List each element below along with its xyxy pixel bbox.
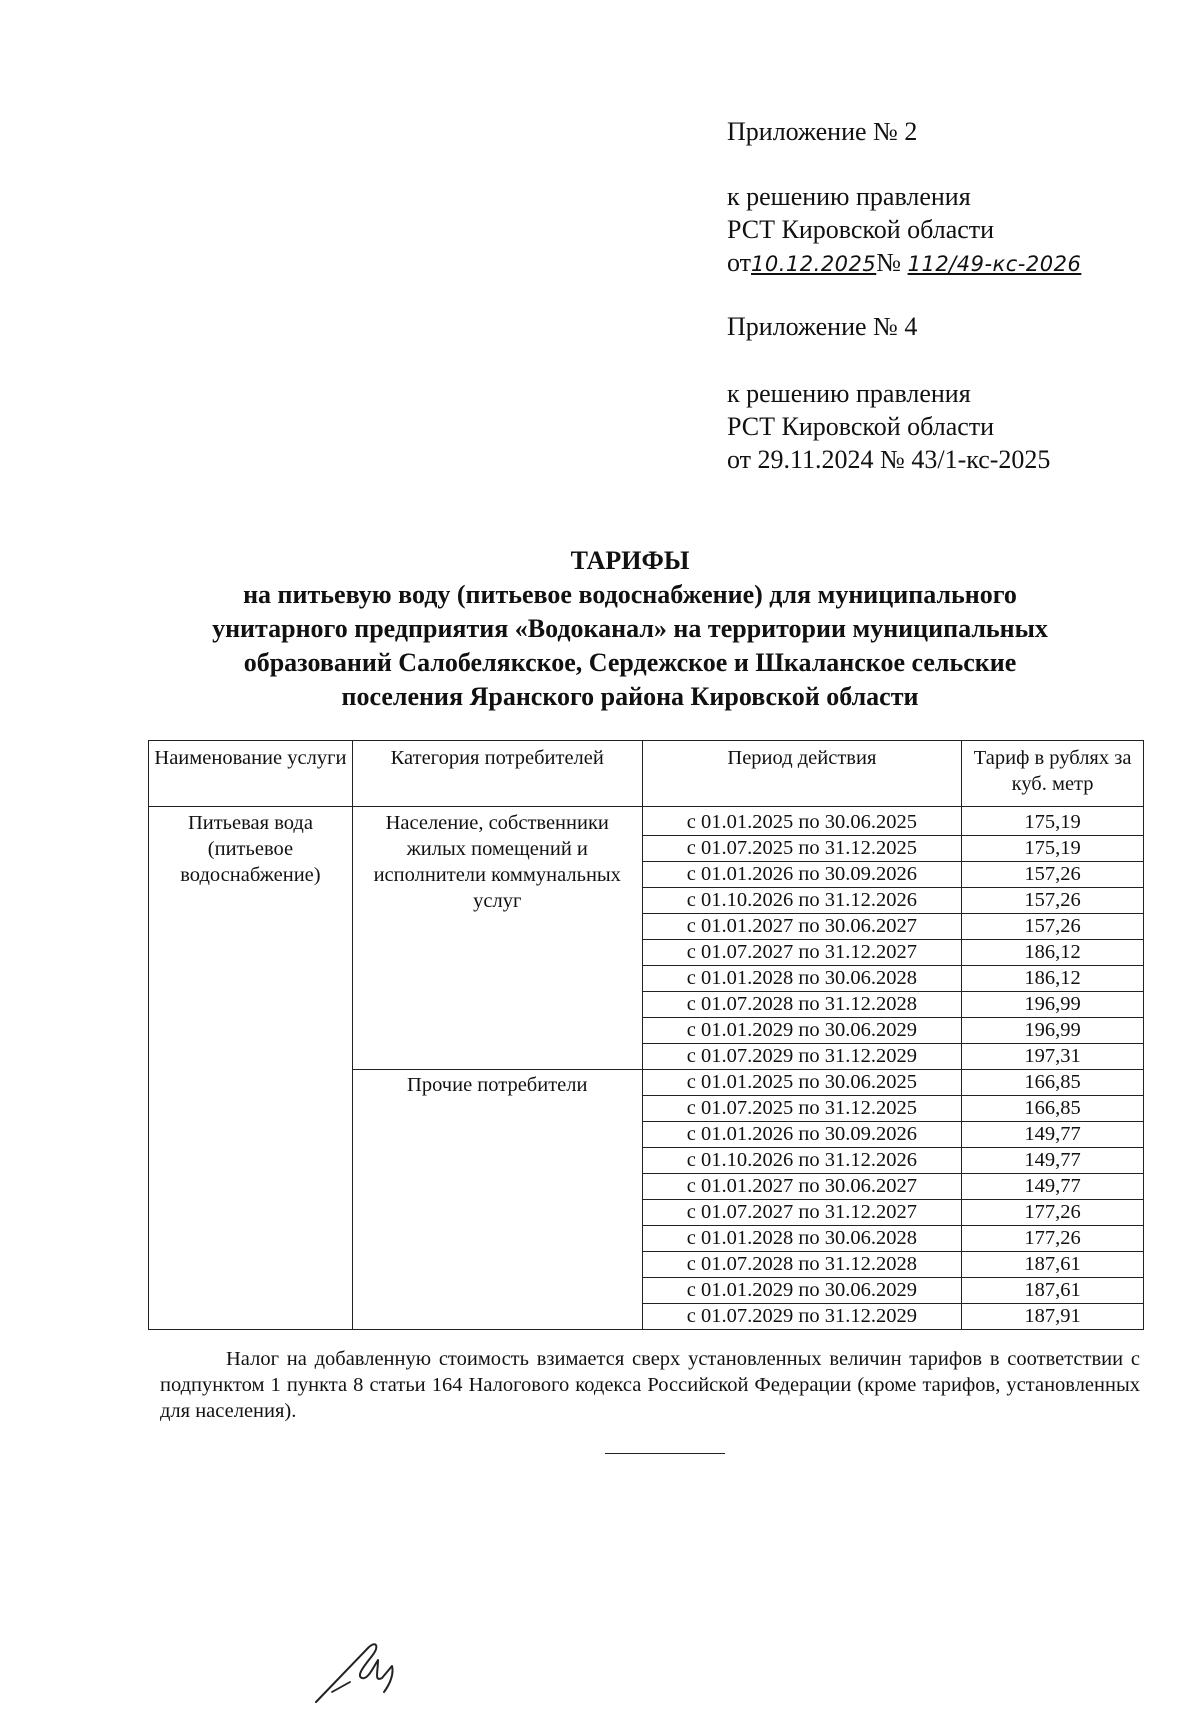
appendix-original-basis-line3: от 29.11.2024 № 43/1-кс-2025 — [727, 445, 1051, 474]
tariff-cell: 186,12 — [962, 940, 1144, 966]
header-service: Наименование услуги — [149, 741, 353, 807]
tariff-cell: 186,12 — [962, 966, 1144, 992]
period-cell: с 01.01.2028 по 30.06.2028 — [642, 1226, 962, 1252]
title-line-3: образований Салобелякское, Сердежское и Шкаланское сельские — [243, 648, 1017, 677]
header-period: Период действия — [642, 741, 962, 807]
appendix-current — [727, 115, 917, 148]
tariff-cell: 157,26 — [962, 862, 1144, 888]
tariff-cell: 157,26 — [962, 888, 1144, 914]
category-cell: Прочие потребители — [352, 1070, 642, 1330]
period-cell: с 01.01.2029 по 30.06.2029 — [642, 1018, 962, 1044]
tariff-cell: 187,61 — [962, 1252, 1144, 1278]
period-cell: с 01.07.2027 по 31.12.2027 — [642, 1200, 962, 1226]
tariff-cell: 187,91 — [962, 1304, 1144, 1330]
period-cell: с 01.01.2027 по 30.06.2027 — [642, 1174, 962, 1200]
service-cell: Питьевая вода (питьевое водоснабжение) — [149, 807, 353, 1330]
document-title — [130, 544, 1130, 714]
tariff-cell: 166,85 — [962, 1070, 1144, 1096]
tariff-cell: 177,26 — [962, 1226, 1144, 1252]
appendix-original-basis — [727, 377, 1050, 476]
period-cell: с 01.01.2026 по 30.09.2026 — [642, 862, 962, 888]
tariff-cell: 149,77 — [962, 1174, 1144, 1200]
appendix-original-title: Приложение № 4 — [727, 312, 918, 341]
end-divider — [605, 1453, 725, 1454]
tariff-cell: 196,99 — [962, 992, 1144, 1018]
tariff-cell: 196,99 — [962, 1018, 1144, 1044]
appendix-current-basis — [727, 180, 1081, 281]
tariff-cell: 157,26 — [962, 914, 1144, 940]
period-cell: с 01.01.2027 по 30.06.2027 — [642, 914, 962, 940]
table-header-row — [149, 741, 1144, 807]
appendix-current-title: Приложение № 2 — [727, 117, 918, 146]
table-body — [149, 807, 1144, 1330]
period-cell: с 01.10.2026 по 31.12.2026 — [642, 1148, 962, 1174]
period-cell: с 01.07.2029 по 31.12.2029 — [642, 1304, 962, 1330]
table-row — [149, 807, 1144, 836]
appendix-original-basis-line2: РСТ Кировской области — [727, 412, 995, 441]
period-cell: с 01.01.2028 по 30.06.2028 — [642, 966, 962, 992]
header-category: Категория потребителей — [352, 741, 642, 807]
number-label: № — [876, 248, 902, 277]
tariff-cell: 166,85 — [962, 1096, 1144, 1122]
period-cell: с 01.07.2025 по 31.12.2025 — [642, 836, 962, 862]
period-cell: с 01.07.2029 по 31.12.2029 — [642, 1044, 962, 1070]
tariff-cell: 149,77 — [962, 1148, 1144, 1174]
period-cell: с 01.01.2026 по 30.09.2026 — [642, 1122, 962, 1148]
title-line-1: на питьевую воду (питьевое водоснабжение) для муниципального — [243, 580, 1017, 609]
tariff-cell: 175,19 — [962, 807, 1144, 836]
period-cell: с 01.10.2026 по 31.12.2026 — [642, 888, 962, 914]
appendix-current-basis-line2: РСТ Кировской области — [727, 215, 995, 244]
handwritten-date: 10.12.2025 — [751, 252, 877, 276]
period-cell: с 01.07.2028 по 31.12.2028 — [642, 992, 962, 1018]
period-cell: с 01.07.2027 по 31.12.2027 — [642, 940, 962, 966]
tariff-cell: 197,31 — [962, 1044, 1144, 1070]
title-line-2: унитарного предприятия «Водоканал» на территории муниципальных — [212, 614, 1048, 643]
title-heading: ТАРИФЫ — [570, 546, 690, 575]
header-tariff: Тариф в рублях за куб. метр — [962, 741, 1144, 807]
appendix-current-date-line — [727, 246, 1081, 281]
period-cell: с 01.07.2028 по 31.12.2028 — [642, 1252, 962, 1278]
tariff-cell: 177,26 — [962, 1200, 1144, 1226]
appendix-original-basis-line1: к решению правления — [727, 379, 971, 408]
period-cell: с 01.01.2029 по 30.06.2029 — [642, 1278, 962, 1304]
tariff-table — [148, 740, 1144, 1330]
tariff-cell: 187,61 — [962, 1278, 1144, 1304]
period-cell: с 01.01.2025 по 30.06.2025 — [642, 807, 962, 836]
period-cell: с 01.01.2025 по 30.06.2025 — [642, 1070, 962, 1096]
title-line-4: поселения Яранского района Кировской области — [341, 682, 919, 711]
from-prefix: от — [727, 248, 752, 277]
appendix-original — [727, 310, 917, 343]
tariff-cell: 149,77 — [962, 1122, 1144, 1148]
vat-note: Налог на добавленную стоимость взимается сверх установленных величин тарифов в соответствии с подпунктом 1 пункта 8 статьи 164 Налогового кодекса Российской Федерации (кроме тарифов, установленных для населения). — [160, 1348, 1140, 1422]
appendix-current-basis-line1: к решению правления — [727, 182, 971, 211]
signature-icon — [310, 1630, 420, 1715]
category-cell: Население, собственники жилых помещений и исполнители коммунальных услуг — [352, 807, 642, 1070]
tariff-cell: 175,19 — [962, 836, 1144, 862]
period-cell: с 01.07.2025 по 31.12.2025 — [642, 1096, 962, 1122]
handwritten-number: 112/49-кс-2026 — [907, 252, 1082, 276]
